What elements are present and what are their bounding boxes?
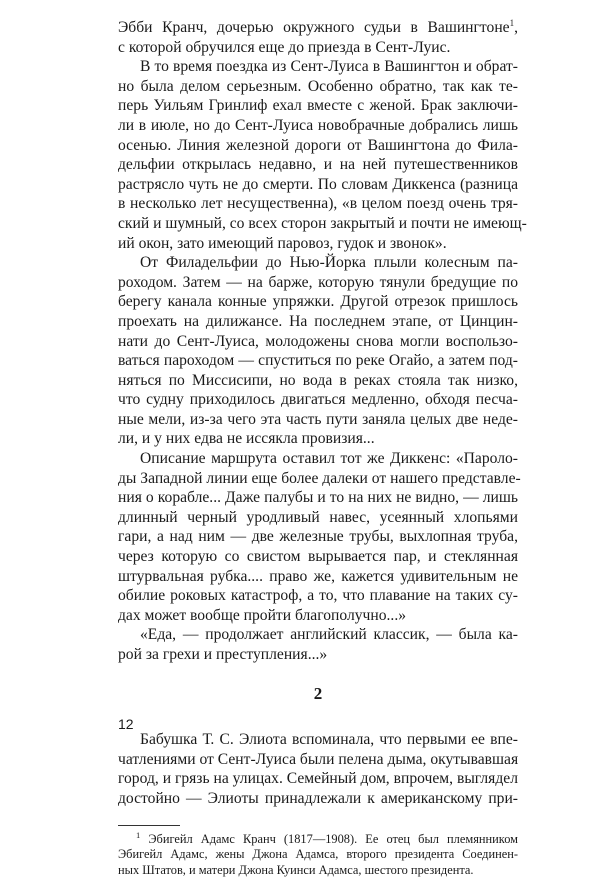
page-number: 12	[118, 716, 134, 732]
text-line: ли, и у них едва не иссякла провизия...	[118, 430, 375, 448]
text-line: ский и шумный, со всех сторон закрытый и почти не имеющ-	[118, 214, 527, 232]
text-line: дельфии открылась недавно, и на ней путешественников	[118, 156, 518, 174]
paragraph-6	[118, 730, 518, 808]
text-line: гари, а над ним — две железные трубы, выхлопная труба,	[118, 528, 518, 546]
footnote-line: ных Штатов, и матери Джона Куинси Адамса, шестого президента.	[118, 863, 474, 878]
paragraph-3	[118, 253, 518, 449]
text-line: что судну приходилось двигаться медленно, обходя песча-	[118, 391, 518, 409]
text-line: длинный черный уродливый навес, усеянный хлопьями	[118, 508, 518, 526]
text-line: обилие роковых катастроф, а то, что плавание на таких су-	[118, 587, 518, 605]
text-line: Эбби Кранч, дочерью окружного судьи в Вашингтоне$^1$,	[118, 17, 518, 36]
paragraph-4	[118, 449, 521, 625]
text-line: От Филадельфии до Нью-Йорка плыли колесным па-	[140, 254, 518, 272]
section-heading: 2	[313, 683, 323, 703]
text-line: с которой обручился еще до приезда в Сент-Луис.	[118, 38, 451, 56]
text-line: перь Уильям Гринлиф ехал вместе с женой. Брак заключи-	[118, 97, 518, 115]
paragraph-2	[118, 57, 527, 253]
text-line: рой за грехи и преступления...»	[118, 646, 328, 663]
text-line: ли в июле, но до Сент-Луиса новобрачные добрались лишь	[118, 116, 518, 134]
text-line: Бабушка Т. С. Элиота вспоминала, что первыми ее впе-	[140, 731, 518, 749]
text-line: но была делом серьезным. Особенно обратно, так как те-	[118, 77, 518, 95]
text-line: ваться пароходом — спуститься по реке Огайо, а затем под-	[118, 352, 518, 370]
text-line: няться по Миссисипи, но вода в реках стояла так низко,	[118, 371, 518, 389]
text-line: город, и грязь на улицах. Семейный дом, впрочем, выглядел	[118, 770, 518, 788]
text-line: Описание маршрута оставил тот же Диккенс: «Пароло-	[140, 450, 518, 468]
text-line: роходом. Затем — на барже, которую тянули бредущие по	[118, 273, 518, 291]
text-line: дах может вообще пройти благополучно...»	[118, 606, 407, 624]
paragraph-5	[118, 625, 518, 664]
text-line: нати до Сент-Луиса, молодожены снова могли воспользо-	[118, 332, 518, 350]
text-line: «Еда, — продолжает английский классик, — была ка-	[140, 626, 518, 644]
text-line: чатлениями от Сент-Луиса были пелена дыма, окутывавшая	[118, 750, 519, 768]
footnote-divider	[118, 825, 180, 826]
footnote-marker: 1	[136, 829, 141, 840]
text-line: ния о корабле... Даже палубы и то на них не видно, — лишь	[118, 489, 518, 507]
text-line: ий окон, зато имеющий паровоз, гудок и звонок».	[118, 234, 447, 252]
text-line: через которую со свистом вырывается пар, и стеклянная	[118, 548, 518, 566]
text-line: в несколько лет несущественна), «в целом поезд очень тря-	[118, 195, 518, 213]
text-line: проехать на дилижансе. На последнем этапе, от Цинцин-	[118, 312, 518, 330]
footnote-line: $^1$ Эбигейл Адамс Кранч (1817—1908). Ее отец был племянником	[136, 829, 518, 846]
paragraph-1	[118, 18, 518, 57]
text-line: ды Западной линии еще более далеки от нашего представле-	[118, 469, 521, 487]
text-line: ные мели, из-за чего эта часть пути заняла целых две неде-	[118, 410, 518, 428]
text-line: В то время поездка из Сент-Луиса в Вашингтон и обрат-	[140, 58, 518, 76]
text-line: штурвальная рубка.... право же, кажется удивительным не	[118, 567, 518, 585]
text-line: осенью. Линия железной дороги от Вашингтона до Фила-	[118, 136, 518, 154]
footnote	[118, 829, 518, 879]
text-line: растрясло чуть не до смерти. По словам Диккенса (разница	[118, 175, 518, 193]
text-line: достойно — Элиоты принадлежали к американскому при-	[118, 789, 518, 807]
text-line: берегу канала конные упряжки. Другой отрезок пришлось	[118, 293, 518, 311]
footnote-ref[interactable]: 1	[509, 17, 515, 28]
footnote-line: Эбигейл Адамс, жены Джона Адамса, второго президента Соединен-	[118, 847, 518, 862]
